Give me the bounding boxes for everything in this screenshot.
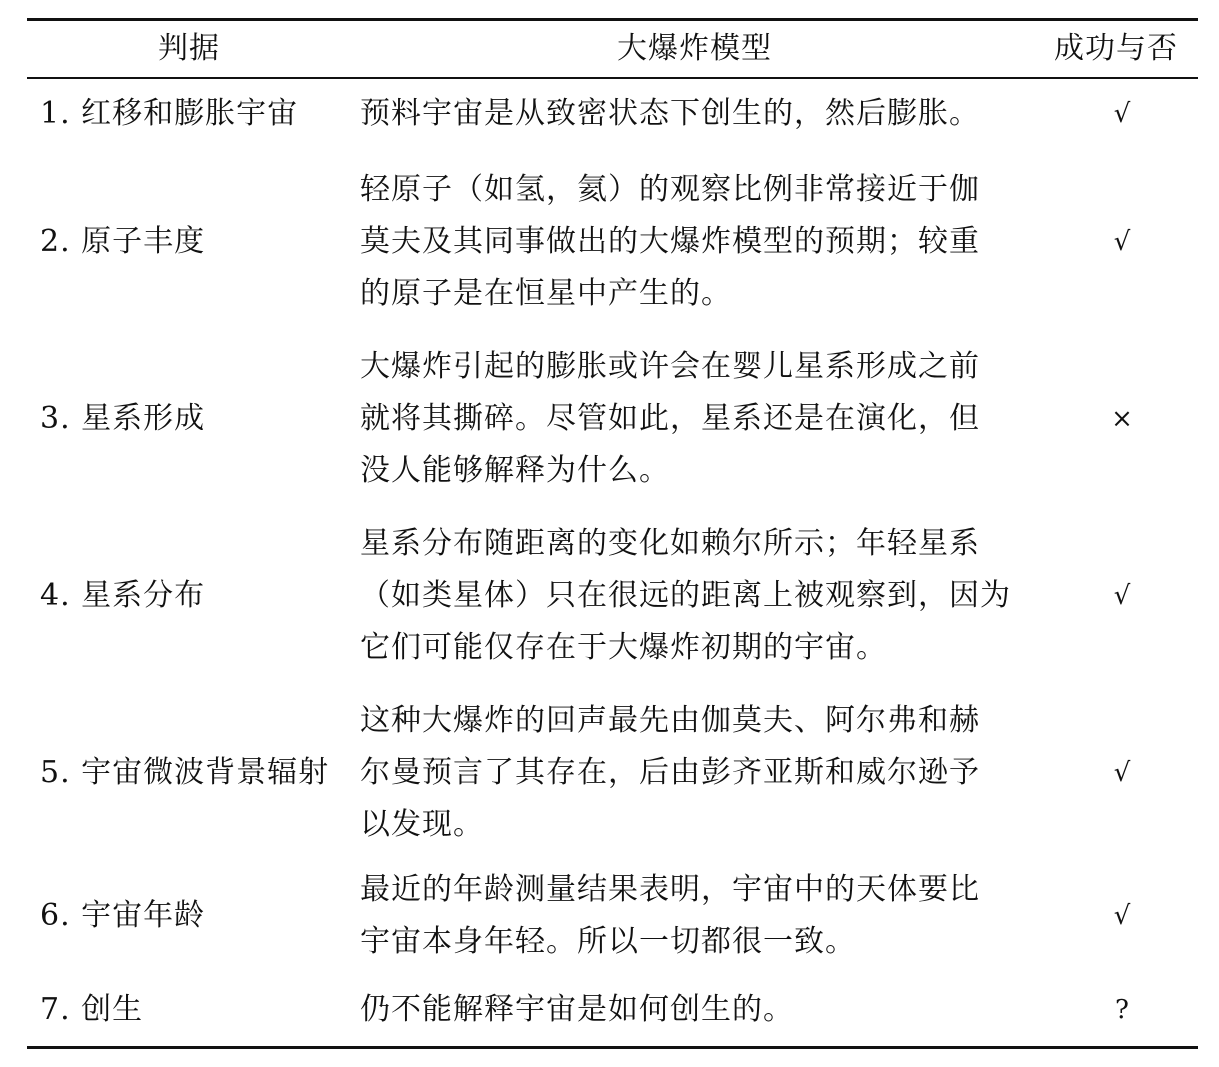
success-mark: √ xyxy=(1113,99,1131,129)
row-criterion: 6. 宇宙年龄 xyxy=(40,898,206,933)
description-line: 它们可能仅存在于大爆炸初期的宇宙。 xyxy=(360,630,887,665)
description-line: 仍不能解释宇宙是如何创生的。 xyxy=(360,992,794,1027)
table-header-row xyxy=(27,21,1198,77)
row-description xyxy=(360,88,1040,140)
row-description xyxy=(360,695,1040,851)
description-line: 最近的年龄测量结果表明，宇宙中的天体要比 xyxy=(360,872,980,907)
unknown-mark: ? xyxy=(1115,995,1129,1025)
header-criterion: 判据 xyxy=(158,31,220,66)
success-mark: √ xyxy=(1113,758,1131,788)
table-row xyxy=(27,864,1198,968)
row-criterion: 3. 星系形成 xyxy=(40,401,206,436)
table-row xyxy=(27,341,1198,497)
description-line: 的原子是在恒星中产生的。 xyxy=(360,276,732,311)
failure-mark: × xyxy=(1111,404,1133,434)
table-header-rule xyxy=(27,77,1198,79)
description-line: 没人能够解释为什么。 xyxy=(360,453,670,488)
row-criterion: 7. 创生 xyxy=(40,992,144,1027)
row-description xyxy=(360,164,1040,320)
table-row xyxy=(27,164,1198,320)
table-row xyxy=(27,518,1198,674)
success-mark: √ xyxy=(1113,581,1131,611)
success-mark: √ xyxy=(1113,227,1131,257)
row-criterion: 4. 星系分布 xyxy=(40,578,206,613)
description-line: 莫夫及其同事做出的大爆炸模型的预期；较重 xyxy=(360,224,980,259)
description-line: 大爆炸引起的膨胀或许会在婴儿星系形成之前 xyxy=(360,349,980,384)
row-criterion: 1. 红移和膨胀宇宙 xyxy=(40,96,299,131)
description-line: 轻原子（如氢，氦）的观察比例非常接近于伽 xyxy=(360,172,980,207)
table-bottom-rule xyxy=(27,1046,1198,1049)
table-row xyxy=(27,88,1198,140)
table-row xyxy=(27,695,1198,851)
row-description xyxy=(360,518,1040,674)
description-line: 宇宙本身年轻。所以一切都很一致。 xyxy=(360,924,856,959)
description-line: 这种大爆炸的回声最先由伽莫夫、阿尔弗和赫 xyxy=(360,703,980,738)
description-line: 星系分布随距离的变化如赖尔所示；年轻星系 xyxy=(360,526,980,561)
row-criterion: 5. 宇宙微波背景辐射 xyxy=(40,755,330,790)
table-row xyxy=(27,984,1198,1036)
description-line: 就将其撕碎。尽管如此，星系还是在演化，但 xyxy=(360,401,980,436)
description-line: 预料宇宙是从致密状态下创生的，然后膨胀。 xyxy=(360,96,980,131)
description-line: 尔曼预言了其存在，后由彭齐亚斯和威尔逊予 xyxy=(360,755,980,790)
header-success: 成功与否 xyxy=(1054,31,1178,66)
row-description xyxy=(360,984,1040,1036)
success-mark: √ xyxy=(1113,901,1131,931)
row-description xyxy=(360,341,1040,497)
header-big-bang-model: 大爆炸模型 xyxy=(617,31,772,66)
row-criterion: 2. 原子丰度 xyxy=(40,224,206,259)
description-line: （如类星体）只在很远的距离上被观察到，因为 xyxy=(360,578,1011,613)
description-line: 以发现。 xyxy=(360,807,484,842)
row-description xyxy=(360,864,1040,968)
